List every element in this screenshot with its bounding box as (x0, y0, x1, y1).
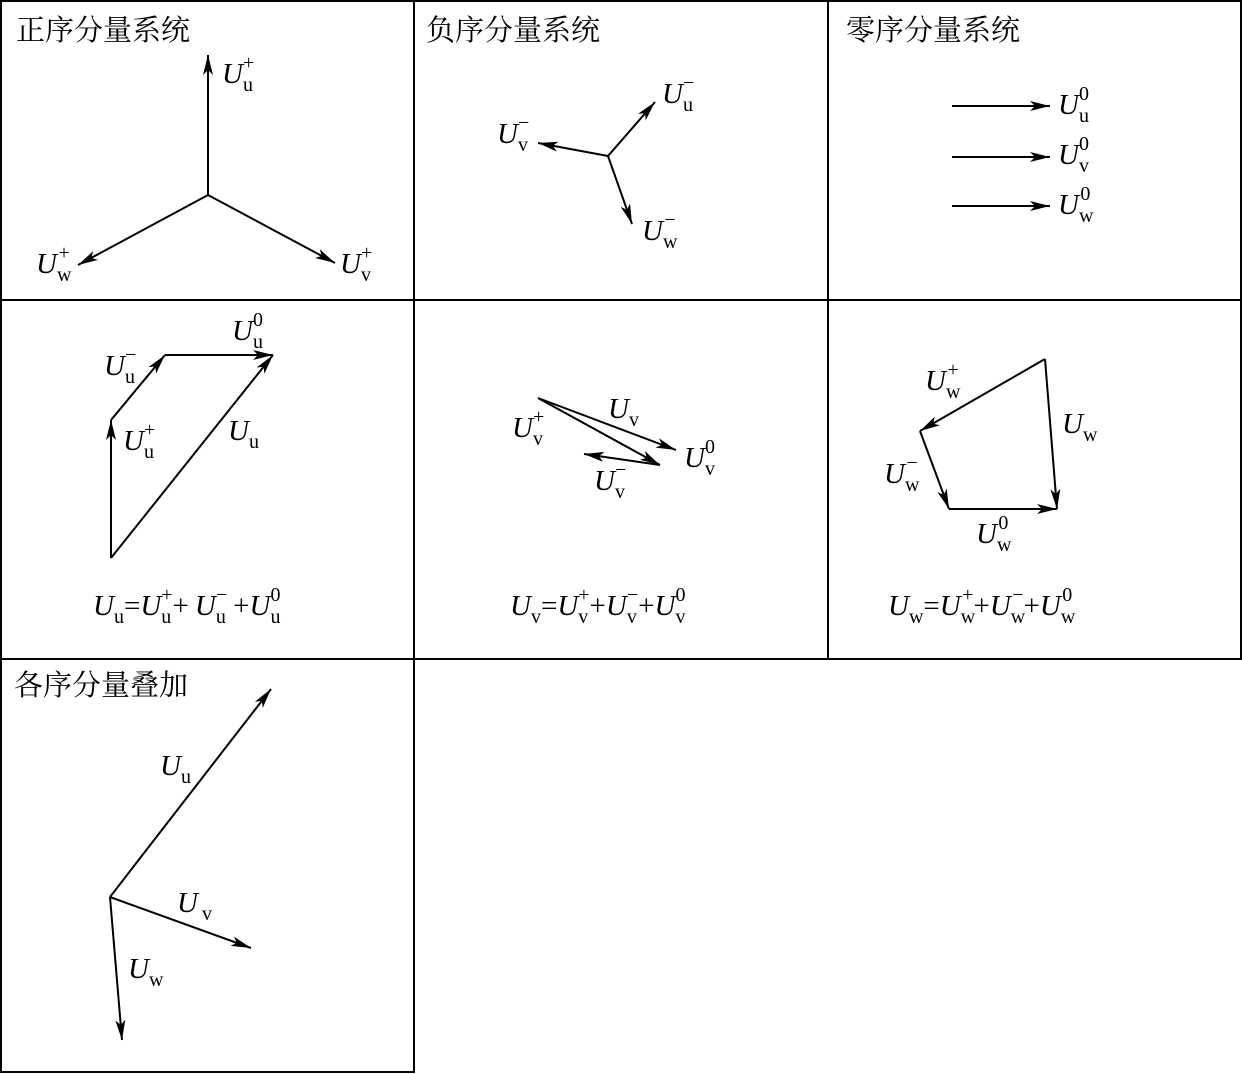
label-v-zero-component: Uv0 (684, 436, 715, 480)
label-w-negative-component: Uw− (884, 452, 920, 496)
label-w-zero-component: Uw0 (976, 512, 1012, 556)
panel-phase-w-sum (884, 359, 1098, 628)
vector-w-negative (608, 156, 632, 224)
cell-superposition-border (1, 659, 414, 1072)
vector-w-resultant (1045, 359, 1057, 509)
vector-v-positive-component (538, 398, 660, 465)
panel-phase-u-sum (93, 309, 280, 628)
label-w-positive-component: Uw+ (925, 359, 961, 403)
label-v-zero: Uv0 (1058, 133, 1089, 177)
panel-superposition (14, 668, 271, 1040)
label-u-resultant: Uu (228, 415, 259, 453)
label-w-resultant: Uw (1062, 408, 1098, 446)
title-superposition: 各序分量叠加 (14, 668, 189, 702)
equation-phase-v: $U_v=U_v++U_v-+U_v0$ (510, 584, 686, 628)
panel-zero-sequence (846, 13, 1094, 227)
label-v-resultant: Uv (608, 393, 639, 431)
vector-u-negative (608, 102, 655, 156)
label-v-total: U v (177, 887, 212, 925)
vector-w-total (110, 897, 122, 1040)
label-u-zero-component: Uu0 (232, 309, 263, 353)
equation-phase-w: $U_w=U_w++U_w-+U_w0$ (888, 584, 1076, 628)
title-zero-sequence: 零序分量系统 (846, 13, 1021, 47)
vector-u-total (110, 689, 271, 897)
label-u-total: Uu (160, 750, 191, 788)
panel-phase-v-sum (510, 393, 715, 628)
vector-w-negative-component (920, 431, 949, 509)
label-v-negative: Uv− (497, 112, 530, 156)
panel-positive-sequence (16, 13, 372, 286)
label-w-zero: Uw0 (1058, 183, 1094, 227)
vector-v-positive (208, 195, 335, 263)
label-v-positive: Uv+ (340, 242, 373, 286)
label-u-positive: Uu+ (222, 52, 255, 96)
label-v-negative-component: Uv− (594, 459, 627, 503)
label-u-negative-component: Uu− (104, 344, 137, 388)
label-u-positive-component: Uu+ (123, 419, 156, 463)
label-w-total: Uw (128, 953, 164, 991)
label-u-negative: Uu− (662, 72, 695, 116)
label-v-positive-component: Uv+ (512, 406, 545, 450)
label-w-negative: Uw− (642, 209, 678, 253)
vector-v-negative (538, 143, 608, 156)
panel-negative-sequence (426, 13, 694, 253)
vector-w-positive (78, 195, 208, 265)
vector-v-resultant (538, 398, 676, 450)
label-w-positive: Uw+ (36, 242, 72, 286)
equation-phase-u: $U_u=U_u++ U_u- +U_u0$ (93, 584, 281, 628)
title-negative-sequence: 负序分量系统 (426, 13, 601, 47)
title-positive-sequence: 正序分量系统 (16, 13, 191, 47)
label-u-zero: Uu0 (1058, 83, 1089, 127)
